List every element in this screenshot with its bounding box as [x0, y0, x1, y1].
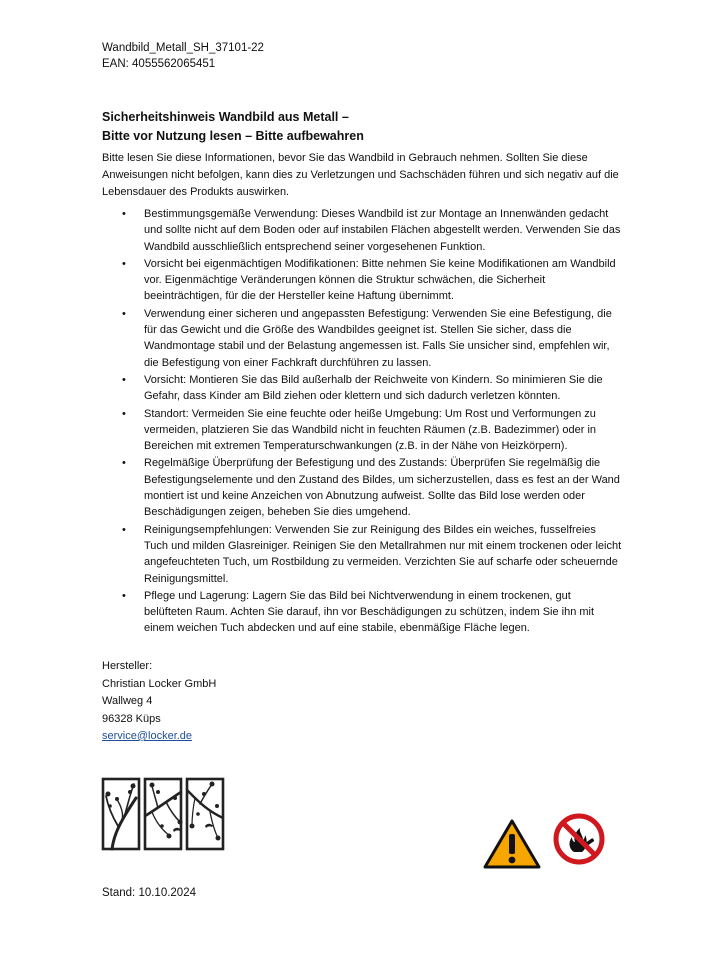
article-number: Wandbild_Metall_SH_37101-22	[102, 42, 264, 54]
list-item-text: Reinigungsempfehlungen: Verwenden Sie zur Reinigung des Bildes ein weiches, fusselfreies Tuch und milden Glasreiniger. Reinigen Sie den Metallrahmen nur mit einem trockenen oder leicht angefeuchteten Tuch, um Rostbildung zu vermeiden. Verzichten Sie auf scharfe oder scheuernde Reinigungsmittel.	[144, 523, 622, 585]
manufacturer-company: Christian Locker GmbH	[102, 677, 217, 690]
title-line-1: Sicherheitshinweis Wandbild aus Metall –	[102, 110, 349, 124]
document-title	[102, 108, 364, 146]
manufacturer-label: Hersteller:	[102, 660, 153, 672]
list-item	[102, 455, 622, 520]
list-item-text: Pflege und Lagerung: Lagern Sie das Bild bei Nichtverwendung in einem trockenen, gut belüfteten Raum. Achten Sie darauf, ihn vor Beschädigungen zu schützen, indem Sie ihn mit einem weichen Tuch abdecken und auf eine stabile, ebenmäßige Fläche legen.	[144, 589, 595, 635]
list-item-text: Vorsicht: Montieren Sie das Bild außerhalb der Reichweite von Kindern. So minimieren Sie die Gefahr, dass Kinder am Bild ziehen oder klettern und sich dadurch verletzen könnten.	[144, 373, 603, 403]
metal-tree-triptych-image	[100, 776, 228, 857]
safety-list	[102, 206, 622, 638]
list-item	[102, 256, 622, 305]
no-open-flame-icon	[552, 812, 606, 871]
list-item	[102, 306, 622, 371]
bullet-glyph: •	[122, 457, 126, 470]
list-item	[102, 522, 622, 587]
list-item	[102, 206, 622, 255]
bullet-glyph: •	[122, 523, 126, 536]
title-line-2: Bitte vor Nutzung lesen – Bitte aufbewahren	[102, 129, 364, 143]
document-header	[102, 40, 264, 72]
list-item-text: Bestimmungsgemäße Verwendung: Dieses Wandbild ist zur Montage an Innenwänden gedacht und sollte nicht auf dem Boden oder auf instabilen Flächen abgestellt werden. Verwenden Sie das Wandbild ausschließlich entsprechend seiner vorgesehenen Funktion.	[144, 208, 621, 253]
list-item	[102, 588, 622, 637]
manufacturer-email-link[interactable]: service@locker.de	[102, 730, 193, 742]
list-item-text: Regelmäßige Überprüfung der Befestigung und des Zustands: Überprüfen Sie regelmäßig die Befestigungselemente und den Zustand des Bildes, um sicherzustellen, dass es fest an der Wand montiert ist und keine Anzeichen von Abnutzung aufweist. Sollte das Bild lose werden oder Beschädigungen zeigen, beheben Sie dies umgehend.	[144, 457, 620, 519]
list-item-text: Vorsicht bei eigenmächtigen Modifikationen: Bitte nehmen Sie keine Modifikationen am Wandbild vor. Eigenmächtige Veränderungen können die Struktur schwächen, die Sicherheit beeinträchtigen, für die der Hersteller keine Haftung übernimmt.	[144, 257, 616, 303]
ean-code: EAN: 4055562065451	[102, 58, 216, 70]
intro-paragraph: Bitte lesen Sie diese Informationen, bevor Sie das Wandbild in Gebrauch nehmen. Sollten Sie diese Anweisungen nicht befolgen, kann dies zu Verletzungen und Sachschäden führen und sich negativ auf die Lebensdauer des Produkts auswirken.	[102, 152, 619, 198]
bullet-glyph: •	[122, 589, 126, 602]
bullet-glyph: •	[122, 257, 126, 270]
warning-triangle-icon	[482, 818, 542, 875]
list-item-text: Standort: Vermeiden Sie eine feuchte oder heiße Umgebung: Um Rost und Verformungen zu vermeiden, platzieren Sie das Wandbild nicht in feuchten Räumen (z.B. Badezimmer) oder in Bereichen mit extremen Temperaturschwankungen (z.B. in der Nähe von Heizkörpern).	[144, 407, 597, 453]
list-item	[102, 372, 622, 405]
list-item-text: Verwendung einer sicheren und angepassten Befestigung: Verwenden Sie eine Befestigung, die für das Gewicht und die Größe des Wandbildes geeignet ist. Stellen Sie sicher, dass die Wandmontage stabil und der Belastung angemessen ist. Falls Sie unsicher sind, empfehlen wir, die Befestigung von einer Fachkraft durchführen zu lassen.	[144, 307, 612, 369]
manufacturer-city: 96328 Küps	[102, 712, 161, 725]
bullet-glyph: •	[122, 307, 126, 320]
document-date	[102, 886, 196, 898]
manufacturer-block	[102, 658, 216, 746]
manufacturer-street: Wallweg 4	[102, 695, 153, 707]
list-item	[102, 406, 622, 455]
bullet-glyph: •	[122, 407, 126, 420]
bullet-glyph: •	[122, 208, 126, 220]
document-date-text: Stand: 10.10.2024	[102, 887, 196, 898]
bullet-glyph: •	[122, 373, 126, 386]
